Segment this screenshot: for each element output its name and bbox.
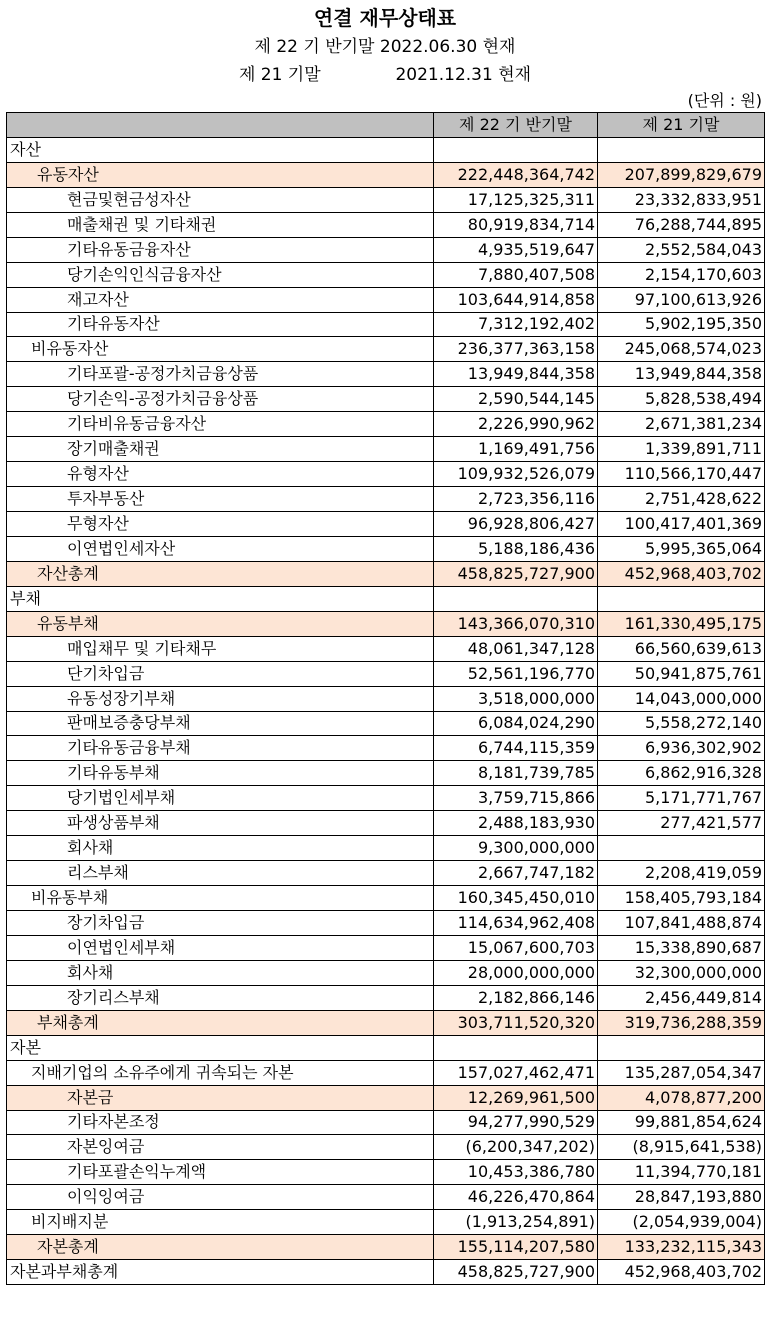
period-prior bbox=[0, 60, 770, 85]
table-row bbox=[7, 1060, 765, 1085]
table-row bbox=[7, 935, 765, 960]
table-row bbox=[7, 362, 765, 387]
prior-value-cell: 207,899,829,679 bbox=[598, 162, 765, 187]
prior-value-cell: 5,902,195,350 bbox=[598, 312, 765, 337]
current-value-cell: 303,711,520,320 bbox=[434, 1010, 598, 1035]
table-row bbox=[7, 337, 765, 362]
current-value-cell: 222,448,364,742 bbox=[434, 162, 598, 187]
current-value-cell: 1,169,491,756 bbox=[434, 437, 598, 462]
table-row bbox=[7, 686, 765, 711]
account-label-cell: 이익잉여금 bbox=[7, 1185, 434, 1210]
current-value-cell: 4,935,519,647 bbox=[434, 237, 598, 262]
current-value-cell: (6,200,347,202) bbox=[434, 1135, 598, 1160]
prior-value-cell: 6,936,302,902 bbox=[598, 736, 765, 761]
prior-value-cell: 161,330,495,175 bbox=[598, 611, 765, 636]
prior-value-cell: 2,154,170,603 bbox=[598, 262, 765, 287]
current-value-cell: (1,913,254,891) bbox=[434, 1210, 598, 1235]
table-row bbox=[7, 162, 765, 187]
period-prior-date: 2021.12.31 현재 bbox=[395, 65, 532, 85]
account-label-cell: 기타포괄손익누계액 bbox=[7, 1160, 434, 1185]
table-row bbox=[7, 711, 765, 736]
current-value-cell: 15,067,600,703 bbox=[434, 935, 598, 960]
prior-value-cell: 5,558,272,140 bbox=[598, 711, 765, 736]
account-label-cell: 단기차입금 bbox=[7, 661, 434, 686]
account-label-cell: 비유동자산 bbox=[7, 337, 434, 362]
column-header-prior: 제 21 기말 bbox=[598, 113, 765, 138]
period-prior-label: 제 21 기말 bbox=[238, 65, 321, 85]
current-value-cell: 5,188,186,436 bbox=[434, 536, 598, 561]
current-value-cell: 52,561,196,770 bbox=[434, 661, 598, 686]
current-value-cell: 103,644,914,858 bbox=[434, 287, 598, 312]
prior-value-cell: 245,068,574,023 bbox=[598, 337, 765, 362]
prior-value-cell bbox=[598, 1035, 765, 1060]
current-value-cell: 8,181,739,785 bbox=[434, 761, 598, 786]
table-row bbox=[7, 786, 765, 811]
account-label-cell: 무형자산 bbox=[7, 512, 434, 537]
table-row bbox=[7, 262, 765, 287]
prior-value-cell: 133,232,115,343 bbox=[598, 1235, 765, 1260]
table-row bbox=[7, 836, 765, 861]
table-row bbox=[7, 137, 765, 162]
account-label-cell: 장기매출채권 bbox=[7, 437, 434, 462]
current-value-cell: 160,345,450,010 bbox=[434, 886, 598, 911]
account-label-cell: 유동성장기부채 bbox=[7, 686, 434, 711]
prior-value-cell: 1,339,891,711 bbox=[598, 437, 765, 462]
account-label-cell: 자산총계 bbox=[7, 561, 434, 586]
account-label-cell: 장기리스부채 bbox=[7, 985, 434, 1010]
account-label-cell: 유동자산 bbox=[7, 162, 434, 187]
prior-value-cell: 13,949,844,358 bbox=[598, 362, 765, 387]
account-label-cell: 당기손익인식금융자산 bbox=[7, 262, 434, 287]
table-row bbox=[7, 1010, 765, 1035]
current-value-cell: 2,723,356,116 bbox=[434, 487, 598, 512]
prior-value-cell: 5,995,365,064 bbox=[598, 536, 765, 561]
prior-value-cell: 15,338,890,687 bbox=[598, 935, 765, 960]
table-row bbox=[7, 1160, 765, 1185]
account-label-cell: 회사채 bbox=[7, 836, 434, 861]
prior-value-cell: (2,054,939,004) bbox=[598, 1210, 765, 1235]
current-value-cell bbox=[434, 1035, 598, 1060]
table-row bbox=[7, 661, 765, 686]
current-value-cell: 2,488,183,930 bbox=[434, 811, 598, 836]
current-value-cell: 236,377,363,158 bbox=[434, 337, 598, 362]
table-row bbox=[7, 636, 765, 661]
account-label-cell: 비지배지분 bbox=[7, 1210, 434, 1235]
table-row bbox=[7, 960, 765, 985]
current-value-cell: 3,759,715,866 bbox=[434, 786, 598, 811]
account-label-cell: 자본잉여금 bbox=[7, 1135, 434, 1160]
current-value-cell bbox=[434, 137, 598, 162]
current-value-cell: 2,182,866,146 bbox=[434, 985, 598, 1010]
current-value-cell bbox=[434, 586, 598, 611]
table-row bbox=[7, 861, 765, 886]
account-label-cell: 매출채권 및 기타채권 bbox=[7, 212, 434, 237]
prior-value-cell: 6,862,916,328 bbox=[598, 761, 765, 786]
table-row bbox=[7, 1260, 765, 1285]
table-row bbox=[7, 1110, 765, 1135]
current-value-cell: 143,366,070,310 bbox=[434, 611, 598, 636]
unit-label: (단위 : 원) bbox=[687, 91, 762, 110]
prior-value-cell bbox=[598, 836, 765, 861]
current-value-cell: 2,590,544,145 bbox=[434, 387, 598, 412]
current-value-cell: 7,312,192,402 bbox=[434, 312, 598, 337]
prior-value-cell: 66,560,639,613 bbox=[598, 636, 765, 661]
current-value-cell: 3,518,000,000 bbox=[434, 686, 598, 711]
account-label-cell: 지배기업의 소유주에게 귀속되는 자본 bbox=[7, 1060, 434, 1085]
table-row bbox=[7, 312, 765, 337]
account-label-cell: 현금및현금성자산 bbox=[7, 187, 434, 212]
prior-value-cell: 50,941,875,761 bbox=[598, 661, 765, 686]
table-row bbox=[7, 462, 765, 487]
account-label-cell: 리스부채 bbox=[7, 861, 434, 886]
prior-value-cell: 76,288,744,895 bbox=[598, 212, 765, 237]
account-label-cell: 부채총계 bbox=[7, 1010, 434, 1035]
prior-value-cell: 11,394,770,181 bbox=[598, 1160, 765, 1185]
column-header-current: 제 22 기 반기말 bbox=[434, 113, 598, 138]
account-label-cell: 유동부채 bbox=[7, 611, 434, 636]
prior-value-cell: 5,828,538,494 bbox=[598, 387, 765, 412]
table-row bbox=[7, 736, 765, 761]
account-label-cell: 당기손익-공정가치금융상품 bbox=[7, 387, 434, 412]
current-value-cell: 17,125,325,311 bbox=[434, 187, 598, 212]
prior-value-cell: 135,287,054,347 bbox=[598, 1060, 765, 1085]
prior-value-cell: 4,078,877,200 bbox=[598, 1085, 765, 1110]
balance-sheet-table bbox=[6, 112, 765, 1285]
account-label-cell: 회사채 bbox=[7, 960, 434, 985]
current-value-cell: 80,919,834,714 bbox=[434, 212, 598, 237]
account-label-cell: 이연법인세부채 bbox=[7, 935, 434, 960]
table-row bbox=[7, 387, 765, 412]
table-body bbox=[7, 137, 765, 1284]
current-value-cell: 13,949,844,358 bbox=[434, 362, 598, 387]
account-label-cell: 자본과부채총계 bbox=[7, 1260, 434, 1285]
prior-value-cell: 452,968,403,702 bbox=[598, 1260, 765, 1285]
current-value-cell: 114,634,962,408 bbox=[434, 911, 598, 936]
prior-value-cell: 97,100,613,926 bbox=[598, 287, 765, 312]
prior-value-cell: 2,552,584,043 bbox=[598, 237, 765, 262]
current-value-cell: 2,226,990,962 bbox=[434, 412, 598, 437]
table-row bbox=[7, 886, 765, 911]
account-label-cell: 장기차입금 bbox=[7, 911, 434, 936]
current-value-cell: 109,932,526,079 bbox=[434, 462, 598, 487]
prior-value-cell bbox=[598, 137, 765, 162]
account-label-cell: 자산 bbox=[7, 137, 434, 162]
prior-value-cell: 2,671,381,234 bbox=[598, 412, 765, 437]
table-row bbox=[7, 1135, 765, 1160]
prior-value-cell: 23,332,833,951 bbox=[598, 187, 765, 212]
account-label-cell: 기타유동금융부채 bbox=[7, 736, 434, 761]
account-label-cell: 기타포괄-공정가치금융상품 bbox=[7, 362, 434, 387]
table-row bbox=[7, 536, 765, 561]
prior-value-cell: 110,566,170,447 bbox=[598, 462, 765, 487]
table-row bbox=[7, 1185, 765, 1210]
table-row bbox=[7, 512, 765, 537]
current-value-cell: 48,061,347,128 bbox=[434, 636, 598, 661]
prior-value-cell: 5,171,771,767 bbox=[598, 786, 765, 811]
account-label-cell: 기타유동부채 bbox=[7, 761, 434, 786]
current-value-cell: 46,226,470,864 bbox=[434, 1185, 598, 1210]
prior-value-cell: 452,968,403,702 bbox=[598, 561, 765, 586]
table-row bbox=[7, 187, 765, 212]
account-label-cell: 자본총계 bbox=[7, 1235, 434, 1260]
table-row bbox=[7, 412, 765, 437]
prior-value-cell: 107,841,488,874 bbox=[598, 911, 765, 936]
account-label-cell: 부채 bbox=[7, 586, 434, 611]
prior-value-cell: 99,881,854,624 bbox=[598, 1110, 765, 1135]
prior-value-cell: 32,300,000,000 bbox=[598, 960, 765, 985]
current-value-cell: 458,825,727,900 bbox=[434, 561, 598, 586]
prior-value-cell: 2,456,449,814 bbox=[598, 985, 765, 1010]
current-value-cell: 94,277,990,529 bbox=[434, 1110, 598, 1135]
current-value-cell: 10,453,386,780 bbox=[434, 1160, 598, 1185]
current-value-cell: 96,928,806,427 bbox=[434, 512, 598, 537]
account-label-cell: 당기법인세부채 bbox=[7, 786, 434, 811]
table-row bbox=[7, 761, 765, 786]
prior-value-cell: 14,043,000,000 bbox=[598, 686, 765, 711]
prior-value-cell: 277,421,577 bbox=[598, 811, 765, 836]
table-row bbox=[7, 287, 765, 312]
account-label-cell: 비유동부채 bbox=[7, 886, 434, 911]
account-label-cell: 기타유동자산 bbox=[7, 312, 434, 337]
current-value-cell: 7,880,407,508 bbox=[434, 262, 598, 287]
table-row bbox=[7, 1035, 765, 1060]
column-header-account bbox=[7, 113, 434, 138]
statement-title: 연결 재무상태표 bbox=[313, 6, 457, 30]
table-row bbox=[7, 985, 765, 1010]
prior-value-cell: 2,208,419,059 bbox=[598, 861, 765, 886]
account-label-cell: 매입채무 및 기타채무 bbox=[7, 636, 434, 661]
account-label-cell: 유형자산 bbox=[7, 462, 434, 487]
table-row bbox=[7, 1235, 765, 1260]
account-label-cell: 재고자산 bbox=[7, 287, 434, 312]
current-value-cell: 6,744,115,359 bbox=[434, 736, 598, 761]
prior-value-cell: 158,405,793,184 bbox=[598, 886, 765, 911]
prior-value-cell: 28,847,193,880 bbox=[598, 1185, 765, 1210]
current-value-cell: 458,825,727,900 bbox=[434, 1260, 598, 1285]
table-row bbox=[7, 487, 765, 512]
period-current: 제 22 기 반기말 2022.06.30 현재 bbox=[254, 37, 516, 57]
current-value-cell: 6,084,024,290 bbox=[434, 711, 598, 736]
table-row bbox=[7, 1085, 765, 1110]
prior-value-cell: 319,736,288,359 bbox=[598, 1010, 765, 1035]
current-value-cell: 157,027,462,471 bbox=[434, 1060, 598, 1085]
account-label-cell: 자본 bbox=[7, 1035, 434, 1060]
table-header-row bbox=[7, 113, 765, 138]
account-label-cell: 판매보증충당부채 bbox=[7, 711, 434, 736]
table-row bbox=[7, 911, 765, 936]
prior-value-cell: 100,417,401,369 bbox=[598, 512, 765, 537]
current-value-cell: 28,000,000,000 bbox=[434, 960, 598, 985]
current-value-cell: 2,667,747,182 bbox=[434, 861, 598, 886]
current-value-cell: 12,269,961,500 bbox=[434, 1085, 598, 1110]
account-label-cell: 이연법인세자산 bbox=[7, 536, 434, 561]
table-row bbox=[7, 1210, 765, 1235]
table-row bbox=[7, 811, 765, 836]
prior-value-cell: 2,751,428,622 bbox=[598, 487, 765, 512]
current-value-cell: 155,114,207,580 bbox=[434, 1235, 598, 1260]
table-row bbox=[7, 561, 765, 586]
prior-value-cell bbox=[598, 586, 765, 611]
table-row bbox=[7, 437, 765, 462]
table-row bbox=[7, 237, 765, 262]
account-label-cell: 기타유동금융자산 bbox=[7, 237, 434, 262]
table-row bbox=[7, 586, 765, 611]
account-label-cell: 기타자본조정 bbox=[7, 1110, 434, 1135]
prior-value-cell: (8,915,641,538) bbox=[598, 1135, 765, 1160]
table-row bbox=[7, 212, 765, 237]
account-label-cell: 자본금 bbox=[7, 1085, 434, 1110]
account-label-cell: 기타비유동금융자산 bbox=[7, 412, 434, 437]
current-value-cell: 9,300,000,000 bbox=[434, 836, 598, 861]
table-row bbox=[7, 611, 765, 636]
account-label-cell: 투자부동산 bbox=[7, 487, 434, 512]
account-label-cell: 파생상품부채 bbox=[7, 811, 434, 836]
